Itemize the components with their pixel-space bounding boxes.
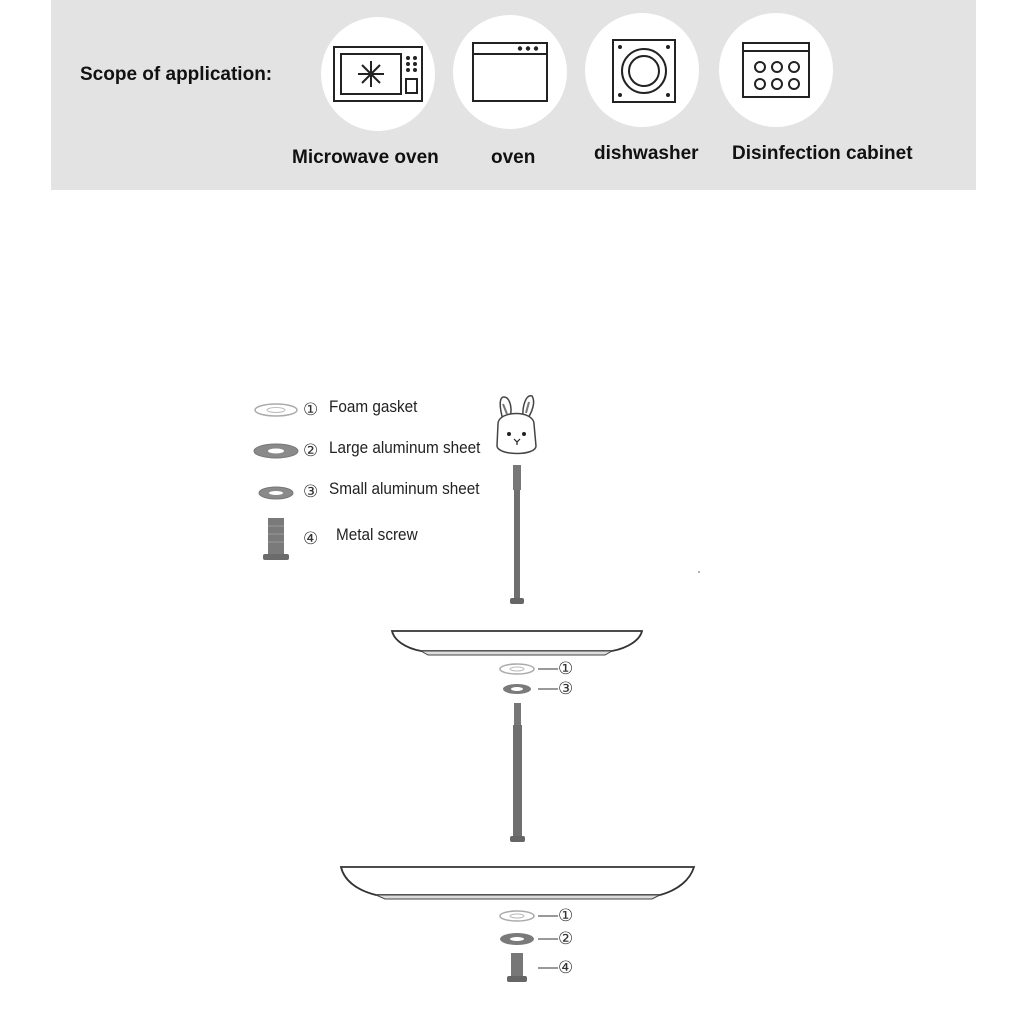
legend-label-small-aluminum-sheet: Small aluminum sheet (329, 479, 480, 498)
metal-screw-icon (263, 518, 289, 560)
bottom-callout-num-1: ① (558, 906, 574, 925)
large-aluminum-sheet-icon (254, 444, 298, 458)
top-plate (392, 631, 642, 655)
microwave-label: Microwave oven (292, 147, 439, 168)
scope-title: Scope of application: (80, 64, 273, 85)
top-callout-num-1: ① (558, 659, 574, 678)
top-callout-foam-gasket (500, 664, 558, 674)
legend-num-4: ④ (303, 529, 319, 548)
bottom-callout-metal-screw (507, 953, 558, 982)
lower-rod (510, 703, 525, 842)
legend-label-large-aluminum-sheet: Large aluminum sheet (329, 438, 481, 457)
top-callout-num-3: ③ (558, 679, 574, 698)
disinfection-cabinet-label: Disinfection cabinet (732, 143, 913, 164)
bottom-plate (341, 867, 694, 899)
small-aluminum-sheet-icon (259, 487, 293, 499)
upper-rod (510, 465, 524, 604)
oven-label: oven (491, 147, 536, 168)
top-callout-small-aluminum-sheet (503, 684, 558, 694)
legend-num-2: ② (303, 441, 319, 460)
dishwasher-label: dishwasher (594, 143, 699, 164)
bunny-topper-icon (497, 396, 536, 454)
bottom-callout-num-4: ④ (558, 958, 574, 977)
legend-label-foam-gasket: Foam gasket (329, 397, 418, 416)
legend-num-1: ① (303, 400, 319, 419)
legend-num-3: ③ (303, 482, 319, 501)
bottom-callout-num-2: ② (558, 929, 574, 948)
bottom-callout-foam-gasket (500, 911, 558, 921)
bottom-callout-large-aluminum-sheet (500, 933, 558, 945)
legend-label-metal-screw: Metal screw (336, 525, 418, 544)
foam-gasket-icon (255, 404, 297, 416)
